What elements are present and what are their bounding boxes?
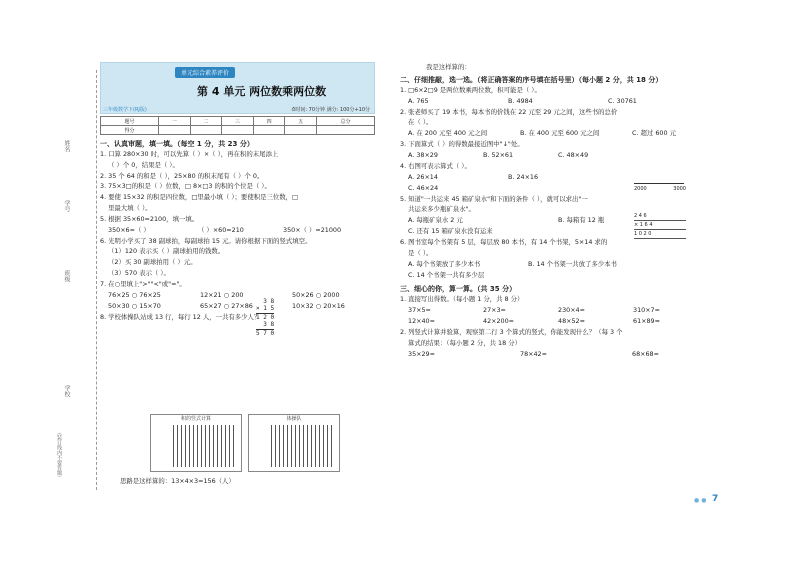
vert-line: 5 7 0 xyxy=(256,329,275,337)
mini-calculation xyxy=(634,212,686,239)
choice-2: 2. 张老师买了 19 本书，每本书的价钱在 22 元至 29 元之间，这些书的总价 xyxy=(400,107,618,116)
vert-line: 1 2 0 xyxy=(256,313,275,321)
page-number: 7 xyxy=(712,494,719,504)
question-7: 7. 在○里填上">""<"或"="。 xyxy=(100,279,186,288)
option[interactable]: B. 每箱有 12 瓶 xyxy=(558,216,605,225)
axis-tick-label: 3000 xyxy=(673,186,686,192)
option[interactable]: A. 在 200 元至 400 元之间 xyxy=(408,129,488,138)
calc-item: 68×68= xyxy=(632,349,659,358)
left-column xyxy=(100,62,380,322)
option[interactable]: C. 30761 xyxy=(608,96,637,105)
choice-5: 5. 知道"一共运来 45 箱矿泉水"和下面的条件（ ），就可以求出"一 xyxy=(400,194,588,203)
choice-5-cont: 共运来多少瓶矿泉水"。 xyxy=(408,205,475,214)
option[interactable]: C. 14 个书架一共有多少层 xyxy=(408,270,485,279)
choice-6: 6. 图书室每个书架有 5 层，每层放 80 本书，有 14 个书架，5×14 求的 xyxy=(400,237,608,246)
calc-item: 61×89≈ xyxy=(633,317,660,326)
compare-item: 12×21 ○ 200 xyxy=(200,290,244,299)
number-line xyxy=(634,183,684,184)
calc-2-cont: 算式的结果：（每小题 2 分，共 18 分） xyxy=(408,338,521,347)
question-5: 5. 根据 35×60=2100，填一填。 xyxy=(100,214,199,223)
calc-item: 78×42= xyxy=(520,349,547,358)
question-8-answer: 思路是这样算的：13×4×3=156（人） xyxy=(120,477,235,485)
choice-6-cont: 是（ ）。 xyxy=(408,248,433,257)
side-xuexiao-label: 学校 xyxy=(63,385,70,397)
question-6-c: （3）570 表示（ ）。 xyxy=(108,268,170,277)
choice-2-cont: 在（ ）。 xyxy=(408,118,433,127)
calc-1: 1. 直接写出得数。（每小题 1 分，共 8 分） xyxy=(400,295,524,304)
option[interactable]: C. 超过 600 元 xyxy=(632,129,676,138)
answer-line: 我是这样算的： xyxy=(426,63,471,71)
dot-figure-2 xyxy=(248,414,340,472)
score-cell: 四 xyxy=(253,117,285,126)
question-6-a: （1）120 表示买（ ）副球拍用的钱数。 xyxy=(108,247,225,256)
side-name-label: 姓名 xyxy=(63,140,70,152)
option[interactable]: C. 48×49 xyxy=(558,150,589,159)
compare-item: 50×26 ○ 2000 xyxy=(292,290,340,299)
calc-item: 48×52≈ xyxy=(558,317,585,326)
option[interactable]: A. 38×29 xyxy=(408,150,438,159)
side-banji-label: 班级 xyxy=(63,270,70,282)
calc-item: 12×40= xyxy=(408,317,435,326)
option[interactable]: A. 每瓶矿泉水 2 元 xyxy=(408,216,463,225)
option[interactable]: A. 26×14 xyxy=(408,172,438,181)
page-title: 第 4 单元 两位数乘两位数 xyxy=(197,85,327,98)
score-table xyxy=(100,116,375,135)
right-column xyxy=(400,62,700,360)
binding-note: （装订线内不要答题） xyxy=(56,430,62,480)
option[interactable]: A. 765 xyxy=(408,96,429,105)
calc-item: 37×5= xyxy=(408,306,431,315)
score-cell: 二 xyxy=(190,117,222,126)
grade-label: 三年级数学下(RJ版) xyxy=(103,107,147,113)
dot-figure-1 xyxy=(150,414,242,472)
question-5-row xyxy=(100,225,380,236)
page-dots: ●● xyxy=(694,497,709,504)
unit-header xyxy=(100,62,375,114)
number-line-labels xyxy=(634,185,686,193)
calc-item: 27×3= xyxy=(483,306,506,315)
vert-line: × 1 5 xyxy=(256,305,275,313)
mini-line: 2 4 6 xyxy=(634,212,686,221)
question-3: 3. 75×3□的积是（ ）位数，□ 8×□3 的积的个位是（ ）。 xyxy=(100,182,271,191)
calc-1-row1 xyxy=(400,305,700,316)
option[interactable]: B. 4984 xyxy=(508,96,533,105)
calc-item: 42×200= xyxy=(483,317,515,326)
axis-tick-label: 2000 xyxy=(634,186,647,192)
compare-item: 76×25 ○ 76×25 xyxy=(108,290,161,299)
choice-3-options xyxy=(400,150,700,161)
calc-item: 310×7= xyxy=(633,306,660,315)
fill-item: 350×（ ）=21000 xyxy=(283,225,342,234)
question-1-cont: （ ）个 0，结果是（ ）。 xyxy=(108,160,179,169)
calc-1-row2 xyxy=(400,316,700,327)
choice-4: 4. 右图可表示算式（ ）。 xyxy=(400,161,471,170)
figure-1-grid xyxy=(173,425,235,467)
question-7-row1 xyxy=(100,290,380,301)
option[interactable]: C. 46×24 xyxy=(408,183,439,192)
compare-item: 65×27 ○ 27×86 xyxy=(200,301,253,310)
score-input[interactable] xyxy=(285,126,317,135)
binding-line xyxy=(96,70,97,490)
header-tag: 单元综合素养评价 xyxy=(175,67,235,78)
score-cell: 三 xyxy=(222,117,254,126)
score-cell: 一 xyxy=(158,117,190,126)
calc-2: 2. 列竖式计算并验算，观察第二行 3 个算式的竖式，你能发现什么？（每 3 个 xyxy=(400,328,623,337)
option[interactable]: B. 14 个书架一共放了多少本书 xyxy=(528,259,617,268)
question-7-row2 xyxy=(100,301,380,312)
question-8: 8. 学校体操队站成 13 行，每行 12 人，一共有多少人？ xyxy=(100,312,261,321)
side-xuehao-label: 学号 xyxy=(63,200,70,212)
score-cell: 总分 xyxy=(317,117,375,126)
vert-line: 3 8 xyxy=(263,298,275,305)
score-cell: 得分 xyxy=(101,126,159,135)
question-6-b: （2）买 30 副球拍用（ ）元。 xyxy=(108,258,197,267)
compare-item: 50×30 ○ 15×70 xyxy=(108,301,161,310)
choice-2-options xyxy=(400,128,700,139)
fill-item: （ ）×60=210 xyxy=(198,225,244,234)
choice-6-options xyxy=(400,259,700,270)
figure-2-caption: 体操队 xyxy=(286,416,302,422)
score-cell: 五 xyxy=(285,117,317,126)
choice-3: 3. 下面算式（ ）的得数最接近图中"↓"处。 xyxy=(400,140,524,149)
section-2-title: 二、仔细推敲，选一选。（将正确答案的序号填在括号里）（每小题 2 分，共 18 分） xyxy=(400,75,663,84)
calc-item: 35×29= xyxy=(408,349,435,358)
section-3-title: 三、细心的你，算一算。（共 35 分） xyxy=(400,285,517,294)
score-input[interactable] xyxy=(253,126,285,135)
question-1: 1. 口算 280×30 时，可以先算（ ）×（ ），再在积的末尾添上 xyxy=(100,150,279,158)
figure-1-caption: 积的竖式计算 xyxy=(180,416,211,422)
option[interactable]: C. 还有 15 箱矿泉水没有运来 xyxy=(408,227,493,236)
question-2: 2. 35 个 64 的和是（ ），25×80 的积末尾有（ ）个 0。 xyxy=(100,171,264,180)
mini-line: × 1 6 4 xyxy=(634,221,686,230)
choice-1-options xyxy=(400,96,700,107)
calc-item: 230×4= xyxy=(558,306,585,315)
score-input[interactable] xyxy=(222,126,254,135)
question-4-cont: 里最大填（ ）。 xyxy=(108,203,152,212)
compare-item: 10×32 ○ 20×16 xyxy=(292,301,345,310)
choice-1: 1. □6×2□9 是两位数乘两位数，积可能是（ ）。 xyxy=(400,85,541,94)
score-input[interactable] xyxy=(317,126,375,135)
fill-item: 350×6=（ ） xyxy=(108,225,150,234)
figure-2-grid xyxy=(271,425,333,467)
score-input[interactable] xyxy=(190,126,222,135)
vertical-calculation xyxy=(256,298,274,337)
score-input[interactable] xyxy=(158,126,190,135)
option[interactable]: B. 24×16 xyxy=(508,172,539,181)
question-4: 4. 要使 15×32 的积是四位数，□里最小填（ ）；要使积是三位数，□ xyxy=(100,193,299,202)
option[interactable]: B. 52×61 xyxy=(483,150,514,159)
vert-line: 3 8 xyxy=(256,321,274,329)
choice-4-options xyxy=(400,172,700,183)
score-cell: 题号 xyxy=(101,117,159,126)
exam-meta: ⏱时间: 70分钟 满分: 100分+10分 xyxy=(291,107,370,113)
section-1-title: 一、认真审题，填一填。（每空 1 分，共 23 分） xyxy=(100,140,254,148)
question-6: 6. 光明小学买了 38 副球拍，每副球拍 15 元。请你根据下面的竖式填空。 xyxy=(100,236,312,245)
calc-2-row xyxy=(400,349,700,360)
option[interactable]: A. 每个书架放了多少本书 xyxy=(408,259,481,268)
mini-line: 1 0 2 0 xyxy=(634,230,686,239)
option[interactable]: B. 在 400 元至 600 元之间 xyxy=(520,129,600,138)
